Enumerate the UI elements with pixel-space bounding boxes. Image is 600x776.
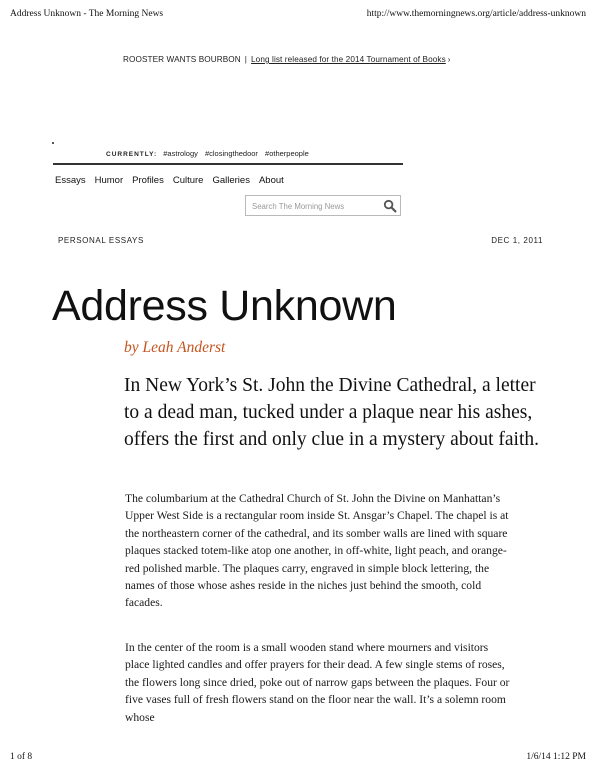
tag-link-otherpeople[interactable]: #otherpeople xyxy=(265,149,309,158)
tag-link-closingthedoor[interactable]: #closingthedoor xyxy=(204,149,258,158)
nav-item-about[interactable]: About xyxy=(258,175,284,186)
print-footer-page: 1 of 8 xyxy=(10,752,33,762)
print-header-title: Address Unknown - The Morning News xyxy=(10,9,164,19)
print-header-url: http://www.themorningnews.org/article/address-unknown xyxy=(366,9,586,19)
promo-banner xyxy=(123,55,451,64)
nav-item-galleries[interactable]: Galleries xyxy=(212,175,250,186)
decorative-dot xyxy=(52,142,54,144)
search-icon[interactable] xyxy=(383,199,397,213)
promo-link[interactable]: Long list released for the 2014 Tournament of Books xyxy=(251,55,446,64)
article-dek: In New York’s St. John the Divine Cathedral, a letter to a dead man, tucked under a plaque near his ashes, offers the first and only clue in a mystery about faith. xyxy=(124,375,539,450)
print-footer-datetime: 1/6/14 1:12 PM xyxy=(526,752,586,762)
search-box xyxy=(245,195,401,216)
article-paragraph: The columbarium at the Cathedral Church of St. John the Divine on Manhattan’s Upper West Side is a rectangular room inside St. Ansgar’s Chapel. The chapel is at the northeastern corner of the cathedral, and its somber walls are lined with square plaques stacked totem-like atop one another, in off-white, light peach, and orange-red polished marble. The plaques carry, engraved in simple block lettering, the names of those whose ashes reside in the niches just behind the smooth, cold facades. xyxy=(125,492,509,610)
currently-bar xyxy=(106,149,314,158)
promo-label: ROOSTER WANTS BOURBON xyxy=(123,55,241,64)
nav-item-essays[interactable]: Essays xyxy=(55,175,86,186)
nav-item-culture[interactable]: Culture xyxy=(172,175,204,186)
article-paragraph: In the center of the room is a small wooden stand where mourners and visitors place lighted candles and offer prayers for their dead. A few single stems of roses, the flowers long since dried, poke out of narrow gaps between the plaques. Four or five vases full of fresh flowers stand on the floor near the wall. It’s a solemn room whose xyxy=(125,641,510,724)
tag-link-astrology[interactable]: #astrology xyxy=(163,149,198,158)
search-input[interactable] xyxy=(252,200,382,212)
nav-item-humor[interactable]: Humor xyxy=(94,175,124,186)
currently-label: CURRENTLY: xyxy=(106,151,158,158)
article-title: Address Unknown xyxy=(52,282,397,330)
article-byline[interactable]: by Leah Anderst xyxy=(124,339,226,356)
nav-item-profiles[interactable]: Profiles xyxy=(132,175,164,186)
article-date: DEC 1, 2011 xyxy=(491,236,543,245)
main-nav xyxy=(55,175,284,186)
promo-separator: | xyxy=(244,55,248,64)
section-label[interactable]: PERSONAL ESSAYS xyxy=(58,236,144,245)
chevron-right-icon: › xyxy=(447,55,451,64)
header-divider xyxy=(53,163,403,165)
